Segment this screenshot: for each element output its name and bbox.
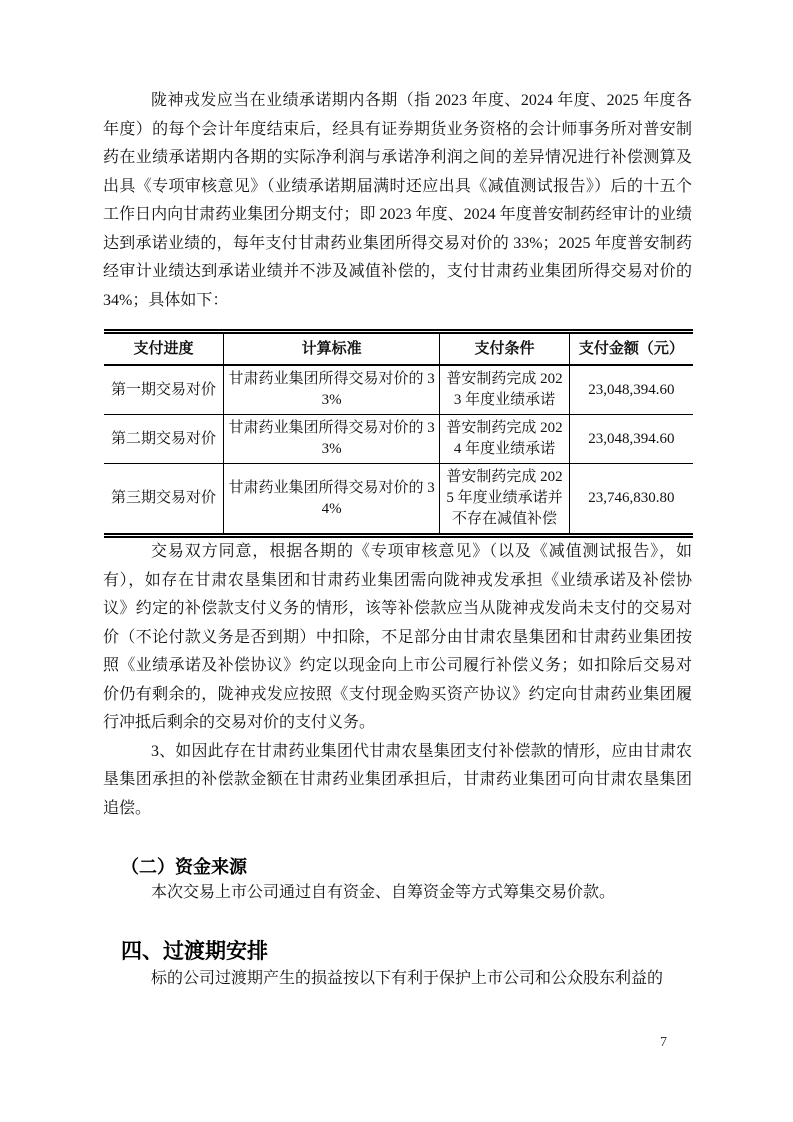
th-payment-amount: 支付金额（元）	[569, 332, 693, 366]
payment-schedule-table	[104, 329, 693, 538]
cell-standard: 甘肃药业集团所得交易对价的 33%	[224, 365, 440, 415]
table-row	[104, 464, 693, 536]
cell-condition: 普安制药完成 2025 年度业绩承诺并不存在减值补偿	[440, 464, 570, 536]
table-header-row	[104, 332, 693, 366]
paragraph-transition-period: 标的公司过渡期产生的损益按以下有利于保护上市公司和公众股东利益的	[151, 969, 664, 987]
th-payment-condition: 支付条件	[440, 332, 570, 366]
cell-stage: 第一期交易对价	[104, 365, 224, 415]
paragraph-funding-source: 本次交易上市公司通过自有资金、自筹资金等方式筹集交易价款。	[151, 884, 616, 901]
th-calculation-standard: 计算标准	[224, 332, 440, 366]
cell-amount: 23,048,394.60	[569, 415, 693, 464]
cell-standard: 甘肃药业集团所得交易对价的 33%	[224, 415, 440, 464]
cell-amount: 23,048,394.60	[569, 365, 693, 415]
cell-amount: 23,746,830.80	[569, 464, 693, 536]
page-number: 7	[660, 1035, 667, 1050]
paragraph-compensation-deduction: 交易双方同意，根据各期的《专项审核意见》（以及《减值测试报告》，如有），如存在甘肃农垦集团和甘肃药业集团需向陇神戎发承担《业绩承诺及补偿协议》约定的补偿款支付义务的情形，该等补偿款应当从陇神戎发尚未支付的交易对价（不论付款义务是否到期）中扣除，不足部分由甘肃农垦集团和甘肃药业集团按照《业绩承诺及补偿协议》约定以现金向上市公司履行补偿义务；如扣除后交易对价仍有剩余的，陇神戎发应按照《支付现金购买资产协议》约定向甘肃药业集团履行冲抵后剩余的交易对价的支付义务。	[103, 543, 692, 731]
cell-condition: 普安制药完成 2024 年度业绩承诺	[440, 415, 570, 464]
table-row	[104, 415, 693, 464]
cell-stage: 第二期交易对价	[104, 415, 224, 464]
cell-standard: 甘肃药业集团所得交易对价的 34%	[224, 464, 440, 536]
cell-stage: 第三期交易对价	[104, 464, 224, 536]
section-heading-funding-source: （二）资金来源	[121, 857, 247, 877]
th-payment-stage: 支付进度	[104, 332, 224, 366]
paragraph-performance-commitment: 陇神戎发应当在业绩承诺期内各期（指 2023 年度、2024 年度、2025 年度各年度）的每个会计年度结束后，经具有证券期货业务资格的会计师事务所对普安制药在业绩承诺期内各期的实际净利润与承诺净利润之间的差异情况进行补偿测算及出具《专项审核意见》（业绩承诺期届满时还应出具《减值测试报告》）后的十五个工作日内向甘肃药业集团分期支付；即 2023 年度、2024 年度普安制药经审计的业绩达到承诺业绩的，每年支付甘肃药业集团所得交易对价的 33%；2025 年度普安制药经审计业绩达到承诺业绩并不涉及减值补偿的，支付甘肃药业集团所得交易对价的 34%；具体如下：	[103, 92, 692, 309]
paragraph-recourse-clause: 3、如因此存在甘肃药业集团代甘肃农垦集团支付补偿款的情形，应由甘肃农垦集团承担的补偿款金额在甘肃药业集团承担后，甘肃药业集团可向甘肃农垦集团追偿。	[103, 742, 692, 817]
chapter-heading-transition-period: 四、过渡期安排	[121, 939, 268, 963]
table-row	[104, 365, 693, 415]
cell-condition: 普安制药完成 2023 年度业绩承诺	[440, 365, 570, 415]
